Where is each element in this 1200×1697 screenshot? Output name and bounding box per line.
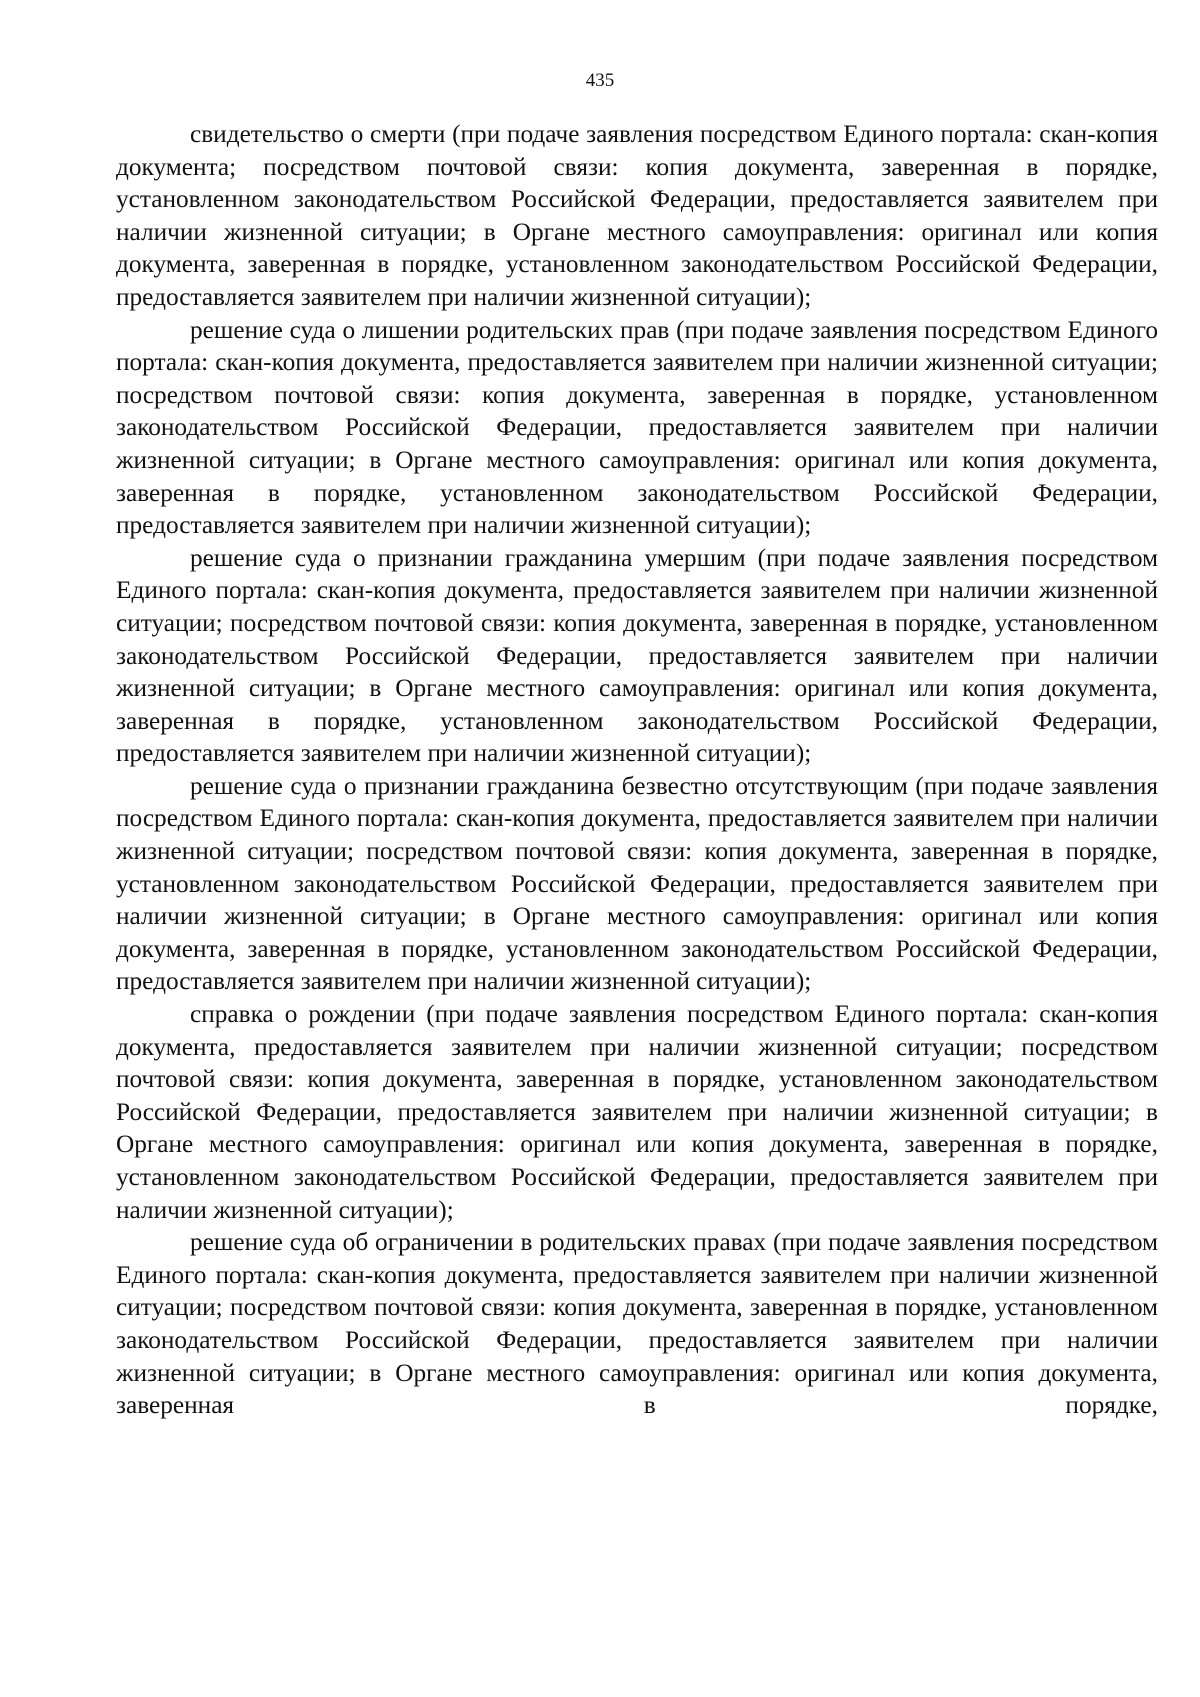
paragraph-death-certificate: свидетельство о смерти (при подаче заявления посредством Единого портала: скан-копия документа; посредством почтовой связи: копия документа, заверенная в порядке, установленном законодательством Российской Федерации, предоставляется заявителем при наличии жизненной ситуации; в Органе местного самоуправления: оригинал или копия документа, заверенная в порядке, установленном законодательством Российской Федерации, предоставляется заявителем при наличии жизненной ситуации); [116, 120, 1158, 311]
paragraph-declared-missing: решение суда о признании гражданина безвестно отсутствующим (при подаче заявления посредством Единого портала: скан-копия документа, предоставляется заявителем при наличии жизненной ситуации; посредством почтовой связи: копия документа, заверенная в порядке, установленном законодательством Российской Федерации, предоставляется заявителем при наличии жизненной ситуации; в Органе местного самоуправления: оригинал или копия документа, заверенная в порядке, установленном законодательством Российской Федерации, предоставляется заявителем при наличии жизненной ситуации); [116, 771, 1158, 996]
paragraph-declared-deceased: решение суда о признании гражданина умершим (при подаче заявления посредством Единого портала: скан-копия документа, предоставляется заявителем при наличии жизненной ситуации; посредством почтовой связи: копия документа, заверенная в порядке, установленном законодательством Российской Федерации, предоставляется заявителем при наличии жизненной ситуации; в Органе местного самоуправления: оригинал или копия документа, заверенная в порядке, установленном законодательством Российской Федерации, предоставляется заявителем при наличии жизненной ситуации); [116, 543, 1158, 768]
document-body [116, 118, 1158, 1422]
page-number: 435 [585, 70, 615, 91]
paragraph-restriction-of-parental-rights: решение суда об ограничении в родительских правах (при подаче заявления посредством Единого портала: скан-копия документа, предоставляется заявителем при наличии жизненной ситуации; посредством почтовой связи: копия документа, заверенная в порядке, установленном законодательством Российской Федерации, предоставляется заявителем при наличии жизненной ситуации; в Органе местного самоуправления: оригинал или копия документа, заверенная в порядке, [116, 1228, 1158, 1420]
paragraph-birth-certificate: справка о рождении (при подаче заявления посредством Единого портала: скан-копия документа, предоставляется заявителем при наличии жизненной ситуации; посредством почтовой связи: копия документа, заверенная в порядке, установленном законодательством Российской Федерации, предоставляется заявителем при наличии жизненной ситуации; в Органе местного самоуправления: оригинал или копия документа, заверенная в порядке, установленном законодательством Российской Федерации, предоставляется заявителем при наличии жизненной ситуации); [116, 1000, 1158, 1224]
paragraph-deprivation-of-parental-rights: решение суда о лишении родительских прав (при подаче заявления посредством Единого портала: скан-копия документа, предоставляется заявителем при наличии жизненной ситуации; посредством почтовой связи: копия документа, заверенная в порядке, установленном законодательством Российской Федерации, предоставляется заявителем при наличии жизненной ситуации; в Органе местного самоуправления: оригинал или копия документа, заверенная в порядке, установленном законодательством Российской Федерации, предоставляется заявителем при наличии жизненной ситуации); [116, 315, 1158, 540]
